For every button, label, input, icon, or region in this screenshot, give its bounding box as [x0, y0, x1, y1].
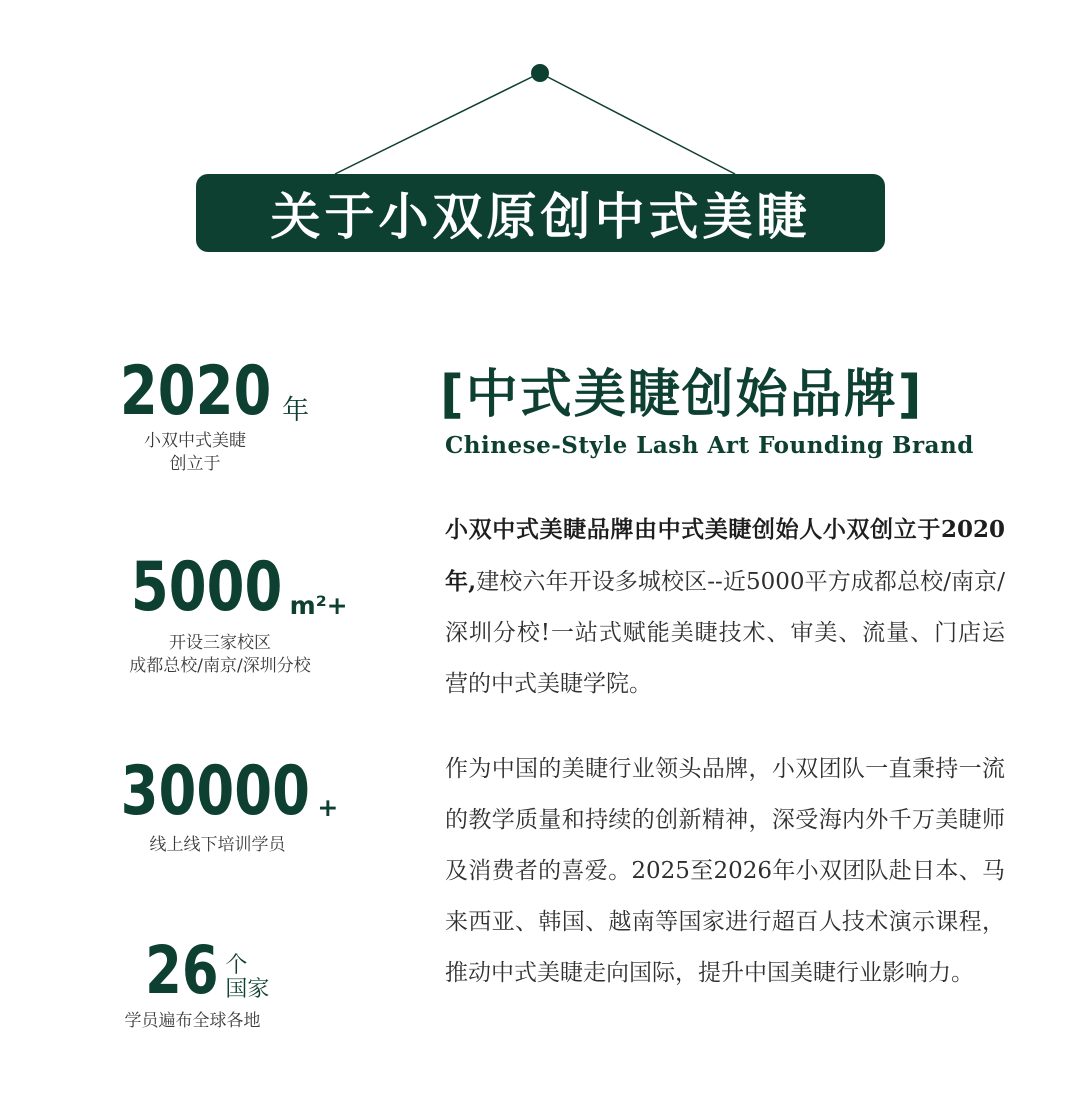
string-right: [540, 73, 735, 174]
intro-paragraph-lead: 小双中式美睫品牌由中式美睫创始人小双创立于2020年,: [445, 516, 1005, 595]
stat-unit: +: [317, 793, 339, 822]
intro-paragraph-body: 建校六年开设多城校区--近5000平方成都总校/南京/深圳分校!一站式赋能美睫技术、审美、流量、门店运营的中式美睫学院。: [445, 569, 1005, 697]
stat-caption: 开设三家校区 成都总校/南京/深圳分校: [129, 633, 311, 676]
brand-title: [中式美睫创始品牌]: [440, 365, 924, 425]
stat-caption: 线上线下培训学员: [149, 835, 286, 855]
intro-paragraph: [445, 504, 1005, 710]
page-title: 关于小双原创中式美睫: [270, 188, 811, 246]
page-title-banner: [196, 174, 885, 252]
stat-countries: [110, 932, 295, 1033]
stat-unit: 个 国家: [225, 953, 270, 1002]
stat-number: 5000: [131, 548, 283, 627]
stat-caption: 学员遍布全球各地: [124, 1011, 261, 1031]
stat-students: [110, 752, 339, 857]
brand-subtitle-english: Chinese-Style Lash Art Founding Brand: [445, 432, 974, 459]
stat-number: 30000: [120, 752, 310, 831]
stat-unit: m²+: [289, 591, 348, 620]
stat-unit: 年: [282, 395, 310, 426]
stat-number: 2020: [119, 352, 272, 431]
string-left: [335, 73, 540, 174]
mission-paragraph: 作为中国的美睫行业领头品牌，小双团队一直秉持一流的教学质量和持续的创新精神，深受海内外千万美睫师及消费者的喜爱。2025至2026年小双团队赴日本、马来西亚、韩国、越南等国家进行超百人技术演示课程，推动中式美睫走向国际，提升中国美睫行业影响力。: [445, 756, 1005, 986]
stat-number: 26: [144, 932, 219, 1009]
stat-campus-area: [110, 548, 350, 678]
stat-caption: 小双中式美睫 创立于: [144, 431, 246, 474]
stat-founded-year: [110, 352, 310, 476]
pin-dot: [531, 64, 549, 82]
